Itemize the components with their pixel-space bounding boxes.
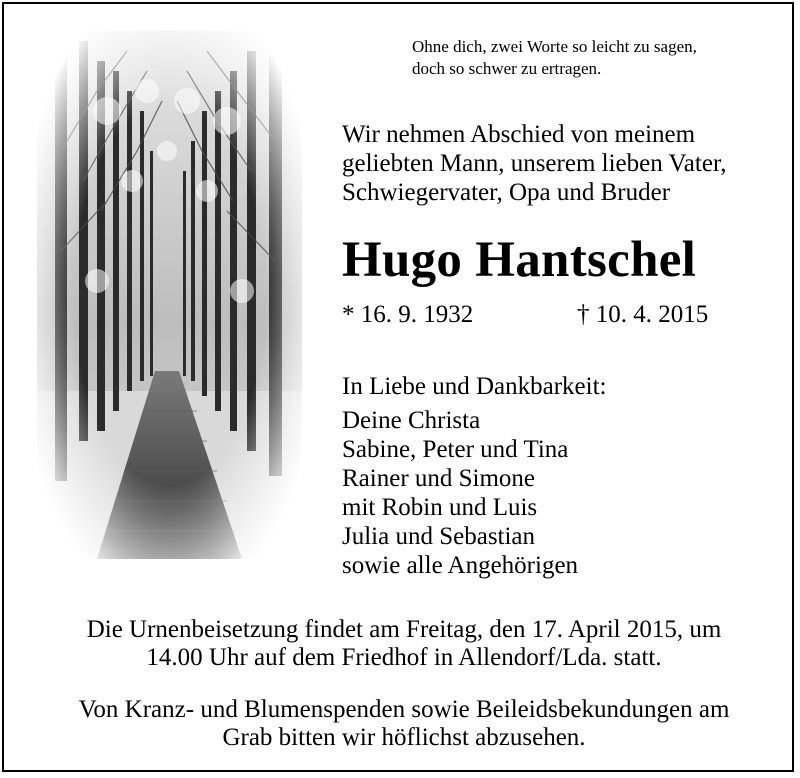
mourner-item: Julia und Sebastian [342,523,536,550]
motto-line: Ohne dich, zwei Worte so leicht zu sagen, [412,37,697,56]
death-date: † 10. 4. 2015 [577,301,709,328]
donation-request [24,696,784,752]
life-dates [342,300,742,332]
intro-line: Wir nehmen Abschied von meinem [342,121,696,148]
deceased-name: Hugo Hantschel [342,232,697,288]
request-line: Von Kranz- und Blumenspenden sowie Beileidsbekundungen am [78,696,730,723]
burial-notice [24,616,784,672]
obituary-frame [2,2,794,772]
birth-date: * 16. 9. 1932 [342,301,474,328]
notice-line: Die Urnenbeisetzung findet am Freitag, den 17. April 2015, um [86,616,722,643]
mourner-item: Deine Christa [342,407,481,434]
mourner-item: Rainer und Simone [342,465,536,492]
notice-line: 14.00 Uhr auf dem Friedhof in Allendorf/Lda. statt. [146,644,662,671]
mourner-item: Sabine, Peter und Tina [342,436,569,463]
intro-line: Schwiegervater, Opa und Bruder [342,179,671,206]
motto-line: doch so schwer zu ertragen. [412,59,602,78]
closing-label: In Liebe und Dankbarkeit: [342,373,607,400]
intro-text [342,120,792,207]
mourner-item: mit Robin und Luis [342,494,538,521]
forest-path-photo [37,31,302,559]
mourner-item: sowie alle Angehörigen [342,552,579,579]
mourners-list [342,406,792,580]
intro-line: geliebten Mann, unserem lieben Vater, [342,150,727,177]
request-line: Grab bitten wir höflichst abzusehen. [222,724,586,751]
motto-text [412,36,782,80]
